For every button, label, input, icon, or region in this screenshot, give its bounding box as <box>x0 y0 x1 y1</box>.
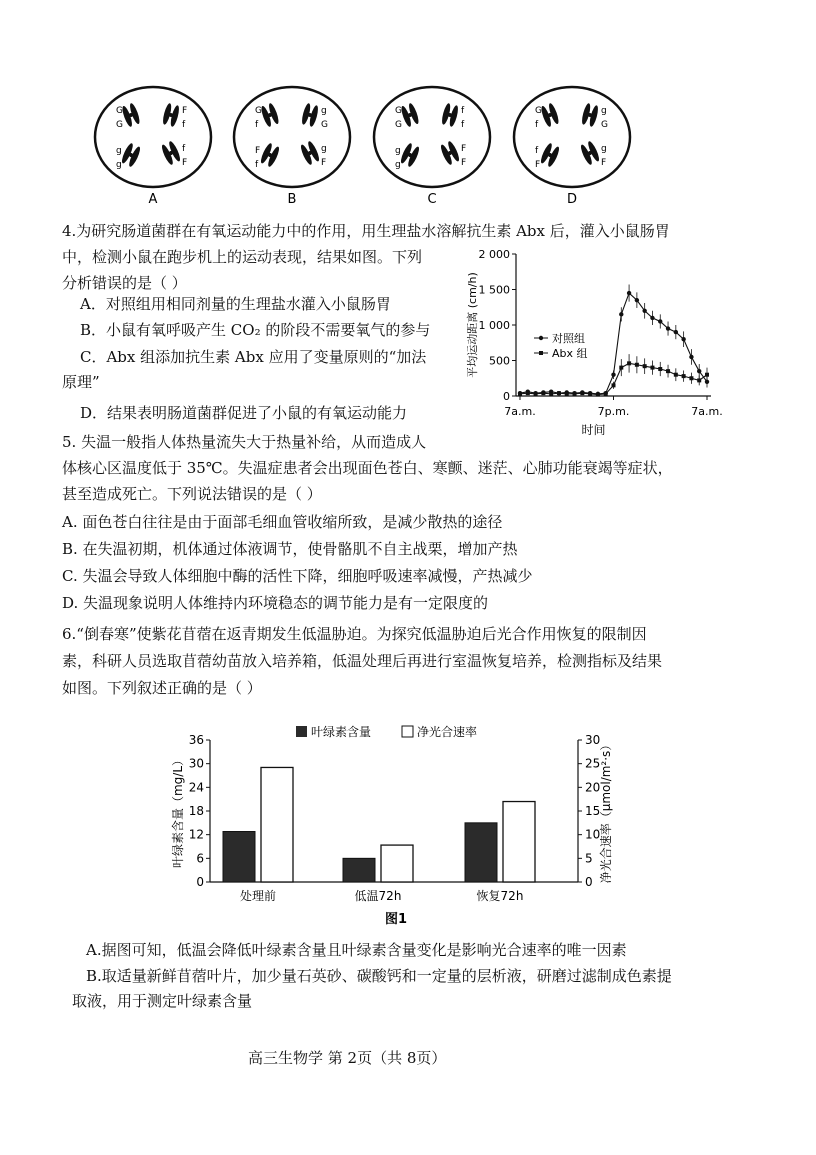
gene-label: G <box>255 106 262 116</box>
gene-label: F <box>461 158 467 168</box>
cell-label-a: A <box>148 192 158 207</box>
data-point <box>682 374 686 378</box>
y-tick-label: 2 000 <box>478 248 510 261</box>
data-point <box>518 392 522 396</box>
gene-label: f <box>535 146 539 156</box>
data-point <box>557 391 561 395</box>
q4-stem-line3: 分析错误的是（ ） <box>62 274 187 292</box>
data-point <box>627 291 631 295</box>
data-point <box>697 378 701 382</box>
cell-d <box>514 87 630 187</box>
y-tick-label: 0 <box>503 390 510 403</box>
cell-c <box>374 87 490 187</box>
data-point <box>612 383 616 387</box>
data-point <box>588 392 592 396</box>
chromosome-pair <box>439 140 461 166</box>
legend-marker <box>539 336 543 340</box>
x-tick-label: 恢复72h <box>476 889 524 903</box>
q5-option-c: C. 失温会导致人体细胞中酶的活性下降，细胞呼吸速率减慢，产热减少 <box>62 567 533 585</box>
q5-stem-line2: 体核心区温度低于 35℃。失温症患者会出现面色苍白、寒颤、迷茫、心肺功能衰竭等症状， <box>62 459 673 477</box>
legend-swatch <box>402 726 413 737</box>
x-tick-label: 7p.m. <box>597 405 630 418</box>
y-tick-label: 1 000 <box>478 319 510 332</box>
data-point <box>658 367 662 371</box>
gene-label: F <box>255 146 261 156</box>
cell-label-d: D <box>566 192 578 207</box>
q6-option-b-line1: B.取适量新鲜苜蓿叶片，加少量石英砂、碳酸钙和一定量的层析液，研磨过滤制成色素提 <box>86 967 672 985</box>
legend-marker <box>539 351 543 355</box>
chromosome-pair <box>121 102 142 127</box>
data-point <box>627 361 631 365</box>
gene-label: G <box>535 106 542 116</box>
gene-label: G <box>395 106 402 116</box>
y2-tick-label: 0 <box>585 875 593 889</box>
bar-chlorophyll <box>223 832 255 882</box>
q6-stem-line2: 素，科研人员选取苜蓿幼苗放入培养箱，低温处理后再进行室温恢复培养，检测指标及结果 <box>62 652 663 670</box>
running-distance-line-chart <box>460 240 740 440</box>
q4-option-c-line2: 原理” <box>62 373 100 391</box>
bar-photosynthesis <box>503 802 535 882</box>
data-point <box>611 373 615 377</box>
y-tick-label: 0 <box>196 875 204 889</box>
cell-b <box>234 87 350 187</box>
data-point <box>666 369 670 373</box>
y2-tick-label: 30 <box>585 733 601 747</box>
q4-stem-line2: 中，检测小鼠在跑步机上的运动表现，结果如图。下列 <box>62 248 423 266</box>
bar-photosynthesis <box>381 845 413 882</box>
gene-label: G <box>321 120 328 130</box>
data-point <box>580 391 584 395</box>
chromosome-pair <box>400 102 421 127</box>
chromosome-pair <box>120 142 142 168</box>
data-point <box>541 391 545 395</box>
gene-label: F <box>182 106 188 116</box>
q5-stem-line1: 5. 失温一般指人体热量流失大于热量补给，从而造成人 <box>62 433 427 451</box>
legend-label: Abx 组 <box>552 347 588 360</box>
gene-label: f <box>255 120 259 130</box>
data-point <box>658 319 662 323</box>
gene-label: g <box>116 146 122 156</box>
x-tick-label: 7a.m. <box>504 405 536 418</box>
chromosome-pair <box>540 102 561 127</box>
cell-label-b: B <box>287 192 297 207</box>
gene-label: f <box>535 120 539 130</box>
chromosome-pair <box>440 103 459 128</box>
y2-tick-label: 25 <box>585 756 601 771</box>
gene-label: f <box>255 160 259 170</box>
q5-option-a: A. 面色苍白往往是由于面部毛细血管收缩所致，是减少散热的途径 <box>62 513 503 531</box>
chromosome-pair <box>580 103 599 128</box>
chlorophyll-photosynthesis-bar-chart <box>170 718 630 930</box>
cell-membrane <box>514 87 630 187</box>
gene-label: G <box>116 120 123 130</box>
gene-label: g <box>321 144 327 154</box>
y-tick-label: 30 <box>188 756 204 771</box>
chromosome-pair <box>399 142 421 168</box>
data-point <box>650 316 654 320</box>
gene-label: F <box>461 144 467 154</box>
chromosome-pair <box>160 140 182 166</box>
data-point <box>643 364 647 368</box>
data-point <box>596 393 600 397</box>
data-point <box>689 376 693 380</box>
legend <box>296 724 477 739</box>
q4-option-c-line1: C．Abx 组添加抗生素 Abx 应用了变量原则的“加法 <box>80 348 427 366</box>
gene-label: G <box>395 120 402 130</box>
data-point <box>697 369 701 373</box>
cell-a <box>95 87 211 187</box>
gene-label: G <box>601 120 608 130</box>
y-tick-label: 500 <box>489 354 510 368</box>
data-point <box>565 392 569 396</box>
q6-option-a: A.据图可知，低温会降低叶绿素含量且叶绿素含量变化是影响光合速率的唯一因素 <box>86 941 627 959</box>
q6-stem-line1: 6.“倒春寒”使紫花苜蓿在返青期发生低温胁迫。为探究低温胁迫后光合作用恢复的限制因 <box>62 625 647 643</box>
gene-label: G <box>116 106 123 116</box>
cell-diagrams <box>0 0 816 215</box>
bar-chlorophyll <box>343 858 375 882</box>
data-point <box>674 330 678 334</box>
legend-label: 叶绿素含量 <box>311 725 372 739</box>
bar-chlorophyll <box>465 823 497 882</box>
data-point <box>619 312 623 316</box>
legend-swatch <box>296 726 307 737</box>
x-tick-label: 低温72h <box>354 889 402 903</box>
chromosome-pair <box>299 140 321 166</box>
data-point <box>534 392 538 396</box>
y2-tick-label: 10 <box>585 827 601 842</box>
chart-title: 图1 <box>384 912 408 927</box>
gene-label: f <box>461 106 465 116</box>
data-point <box>619 366 623 370</box>
chromosome-pair <box>259 142 281 168</box>
gene-label: g <box>601 144 607 154</box>
x-tick-label: 7a.m. <box>691 405 723 418</box>
y-tick-label: 18 <box>188 804 204 818</box>
cell-membrane <box>95 87 211 187</box>
y-tick-label: 36 <box>188 733 204 747</box>
y2-tick-label: 5 <box>585 851 593 866</box>
gene-label: F <box>182 158 188 168</box>
data-point <box>666 326 670 330</box>
y-tick-label: 24 <box>188 780 204 795</box>
gene-label: g <box>395 146 401 156</box>
q4-option-d: D．结果表明肠道菌群促进了小鼠的有氧运动能力 <box>80 404 408 422</box>
chromosome-pair <box>300 103 319 128</box>
bar-photosynthesis <box>261 767 293 882</box>
y2-tick-label: 20 <box>585 780 601 795</box>
x-axis-label: 时间 <box>581 423 606 437</box>
y-tick-label: 1 500 <box>478 283 510 297</box>
cell-membrane <box>374 87 490 187</box>
data-point <box>642 309 646 313</box>
y-tick-label: 12 <box>188 827 204 842</box>
data-point <box>635 363 639 367</box>
y-axis-label: 叶绿素含量（mg/L） <box>171 753 185 869</box>
q4-option-b: B．小鼠有氧呼吸产生 CO₂ 的阶段不需要氧气的参与 <box>80 321 431 339</box>
q4-option-a: A．对照组用相同剂量的生理盐水灌入小鼠肠胃 <box>80 295 391 313</box>
x-tick-label: 处理前 <box>239 889 277 903</box>
q6-stem-line3: 如图。下列叙述正确的是（ ） <box>62 679 262 697</box>
data-point <box>705 373 709 377</box>
q5-option-b: B. 在失温初期，机体通过体液调节，使骨骼肌不自主战栗，增加产热 <box>62 540 518 558</box>
y-axis-label: 平均运动距离 (cm/h) <box>466 272 479 378</box>
y2-axis-label: 净光合速率（μmol/m²·s） <box>599 738 613 884</box>
data-point <box>674 373 678 377</box>
data-point <box>689 355 693 359</box>
gene-label: f <box>182 144 186 154</box>
data-point <box>573 392 577 396</box>
y2-tick-label: 15 <box>585 804 601 818</box>
data-point <box>635 298 639 302</box>
legend-label: 净光合速率 <box>417 725 478 739</box>
gene-label: g <box>601 106 607 116</box>
gene-label: g <box>321 106 327 116</box>
data-point <box>604 392 608 396</box>
gene-label: f <box>182 120 186 130</box>
cell-membrane <box>234 87 350 187</box>
data-point <box>650 366 654 370</box>
gene-label: g <box>116 160 122 170</box>
chromosome-pair <box>161 103 180 128</box>
data-point <box>681 337 685 341</box>
data-point <box>549 392 553 396</box>
chromosome-pair <box>260 102 281 127</box>
series-line-1 <box>520 363 707 394</box>
legend-label: 对照组 <box>552 332 585 345</box>
gene-label: f <box>461 120 465 130</box>
q4-stem-line1: 4.为研究肠道菌群在有氧运动能力中的作用，用生理盐水溶解抗生素 Abx 后，灌入小鼠肠胃 <box>62 222 670 240</box>
gene-label: F <box>535 160 541 170</box>
chromosome-pair <box>579 140 601 166</box>
gene-label: F <box>321 158 327 168</box>
q6-option-b-line2: 取液，用于测定叶绿素含量 <box>72 992 253 1010</box>
chromosome-pair <box>539 142 561 168</box>
gene-label: F <box>601 158 607 168</box>
legend <box>534 331 588 360</box>
cell-label-c: C <box>427 192 437 207</box>
q5-stem-line3: 甚至造成死亡。下列说法错误的是（ ） <box>62 485 322 503</box>
q5-option-d: D. 失温现象说明人体维持内环境稳态的调节能力是有一定限度的 <box>62 594 489 612</box>
gene-label: g <box>395 160 401 170</box>
data-point <box>526 391 530 395</box>
page-footer: 高三生物学 第 2页（共 8页） <box>248 1049 447 1067</box>
y-tick-label: 6 <box>196 851 204 866</box>
